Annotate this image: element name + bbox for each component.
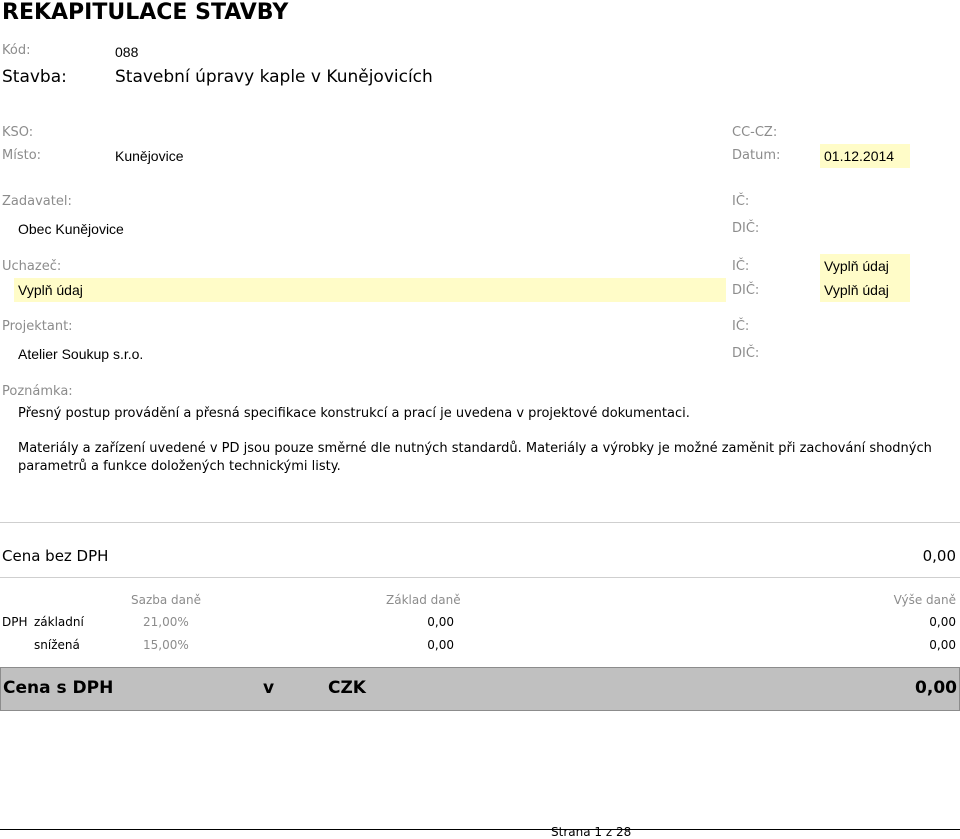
header-sazba: Sazba daně	[131, 593, 202, 607]
cena-s-dph-label: Cena s DPH	[3, 678, 114, 698]
separator-mid	[0, 577, 960, 578]
page-title: REKAPITULACE STAVBY	[2, 0, 289, 25]
cena-s-dph-value: 0,00	[915, 678, 957, 698]
row-snizena-name: snížená	[34, 638, 80, 652]
poznamka-line-3: parametrů a funkce doložených technickými listy.	[18, 459, 341, 474]
row-zakladni-zaklad: 0,00	[427, 615, 454, 629]
projektant-ic-label: IČ:	[732, 319, 750, 334]
row-snizena-sazba: 15,00%	[143, 638, 189, 652]
zadavatel-ic-label: IČ:	[732, 194, 750, 209]
dph-label: DPH	[2, 615, 28, 629]
cena-s-dph-currency: CZK	[328, 678, 366, 698]
cena-bez-dph-value: 0,00	[922, 547, 956, 565]
projektant-label: Projektant:	[2, 319, 73, 334]
datum-value: 01.12.2014	[820, 144, 910, 168]
kso-label: KSO:	[2, 125, 34, 140]
zadavatel-dic-label: DIČ:	[732, 221, 760, 236]
misto-value: Kunějovice	[115, 148, 184, 164]
misto-label: Místo:	[2, 148, 42, 163]
uchazec-dic-label: DIČ:	[732, 283, 760, 298]
projektant-dic-label: DIČ:	[732, 346, 760, 361]
row-zakladni-vyse: 0,00	[929, 615, 956, 629]
poznamka-label: Poznámka:	[2, 384, 73, 399]
uchazec-ic-value: Vyplň údaj	[820, 254, 910, 278]
row-snizena-vyse: 0,00	[929, 638, 956, 652]
stavba-value: Stavební úpravy kaple v Kunějovicích	[115, 67, 433, 87]
stavba-label: Stavba:	[2, 67, 67, 87]
uchazec-label: Uchazeč:	[2, 259, 62, 274]
row-zakladni-name: základní	[34, 615, 84, 629]
datum-label: Datum:	[732, 148, 781, 163]
cccz-label: CC-CZ:	[732, 125, 778, 140]
poznamka-line-2: Materiály a zařízení uvedené v PD jsou pouze směrné dle nutných standardů. Materiály a výrobky je možné zaměnit při zachování shodných	[18, 441, 932, 456]
page-number: Strana 1 z 28	[551, 825, 632, 839]
row-zakladni-sazba: 21,00%	[143, 615, 189, 629]
kod-label: Kód:	[2, 43, 31, 58]
projektant-name: Atelier Soukup s.r.o.	[18, 346, 144, 362]
cena-s-dph-v: v	[263, 678, 275, 698]
kod-value: 088	[115, 44, 139, 60]
header-zaklad: Základ daně	[386, 593, 461, 607]
footer-line	[0, 829, 960, 830]
poznamka-line-1: Přesný postup provádění a přesná specifikace konstrukcí a prací je uvedena v projektové dokumentaci.	[18, 406, 690, 421]
zadavatel-name: Obec Kunějovice	[18, 221, 124, 237]
row-snizena-zaklad: 0,00	[427, 638, 454, 652]
cena-s-dph-bar	[0, 667, 960, 711]
uchazec-name: Vyplň údaj	[14, 278, 726, 302]
zadavatel-label: Zadavatel:	[2, 194, 72, 209]
separator-top	[0, 522, 960, 523]
header-vyse: Výše daně	[893, 593, 956, 607]
cena-bez-dph-label: Cena bez DPH	[2, 547, 109, 565]
uchazec-ic-label: IČ:	[732, 259, 750, 274]
uchazec-dic-value: Vyplň údaj	[820, 278, 910, 302]
